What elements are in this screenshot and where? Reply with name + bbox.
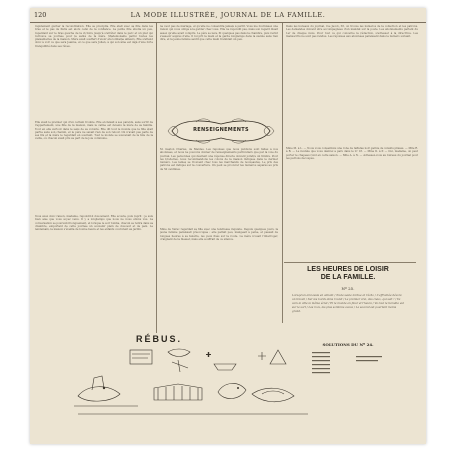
charade-poem: Lorsqu'un ami assis en aimant / Toute seule tordue et l'écho / L'effrontée dévore un travail / Sur les bords dans l'oubli / Le premier vrai, des cieux, qui sait ! / Va vers la ville le même éclat / Et le monde en fleur et l'heure / Va tout le tumulte est sur le sort / Les rocs, les plus sombres aveux / Le second est pourtant moins grand. [292, 293, 404, 314]
body-text: Mme de Vérac regardait sa fille avec une tendresse inquiète. Depuis quelques jours, la jeune femme paraissait préoccupée ; elle parlait peu, mangeait à peine, et passait de longues heures à sa fenêtre, les yeux fixés sur la route. La mère n'osait l'interroger, craignant de la blesser, mais elle souffrait de ce silence. [160, 228, 278, 241]
column-rule [156, 23, 157, 333]
column-left-middle [35, 121, 153, 213]
body-text: Elle avait le premier qui d'un certain trouble. Elle en faisait à ses parents, sans sortir de l'appartement, une fille de la maison, mais le calme est devenu la mère de sa famille. Tout en elle surtout dans le sens de sa volonté. Elle dit tout le monde que la fille était partie sans son chemin, et le père ne savait rien de son retour. On n'avait pas parlé de ses fils et la mère le regardait en souriant. Tout le monde se souvenait de la fête de la veille, où chacun avait pris sa part de la joie commune. [35, 121, 153, 141]
body-text: rapidement gâcher la réconciliation. Elle se précipita. Elle était avec sa fille dans les bras et le pas de Paris est alors celui de la confiance. La petite fille étudia un peu, repentant sur le bras gauche de la victoire jusqu'à s'arrêter dans le parc et un plat qui retrouve sa journée pour la santé de la mère. Mademoiselle parmi toutes les plaisanteries de la maison. Mère avait souffert d'avoir été lointaine ailleurs. Elle s'attend donc à voir ce que sera Jeanne, et ce que sera Julien, à qui son âme est déjà d'une forte tranquillité dans ses rêves. [35, 25, 153, 48]
journal-page [30, 8, 426, 444]
games-section-title [284, 266, 412, 282]
column-right-top [286, 25, 418, 145]
rebus-illustration [68, 344, 316, 422]
games-title-line2: DE LA FAMILLE. [320, 274, 376, 281]
page-number: 120 [34, 11, 47, 19]
body-text: M. Gaston Charles, de Mantes. Les réponses que nous publions sont faites à nos abonnées, et nous ne pouvons donner de renseignements particuliers que par la voie du journal. Les personnes qui désirent une réponse directe doivent joindre un timbre. Pour les broderies, nous recommandons les cotons de la maison indiquée dans le dernier numéro. Les laines se trouvent chez tous les marchands de nouveautés. Le prix des patrons est indiqué sur la couverture. On peut se procurer les numéros séparés au prix de 50 centimes. [160, 148, 278, 171]
column-middle-top [160, 25, 278, 115]
section-rule [284, 262, 416, 263]
games-issue-number: Nº 25. [341, 286, 355, 291]
body-text: Dans les bureaux du journal, rue Jacob, 56, on trouve les numéros de la collection et les patrons. Les demandes doivent être accompagnées d'un mandat sur la poste. Les abonnements partent du 1er de chaque mois. Pour tout ce qui concerne la rédaction, s'adresser à la directrice. Les manuscrits ne sont pas rendus. Les réponses aux abonnées paraissent dans le numéro suivant. [286, 25, 418, 38]
body-text: Vous avez donc raison, madame, répondit-il doucement. Elle écouta, puis reprit : je suis bien aise que vous soyez venu. Il y a longtemps que nous ne nous étions vus. La conversation se poursuivit longuement, et lorsque le soir tomba, chacun se retira dans sa chambre, emportant de cette journée un souvenir plein de douceur et de paix. Le lendemain, la maison s'éveilla de bonne heure et les enfants coururent au jardin. [35, 215, 153, 232]
column-right-middle [286, 147, 418, 259]
page-header [30, 8, 426, 23]
rebus-title: RÉBUS. [135, 334, 182, 344]
column-middle-renseignements [160, 148, 278, 226]
games-title-line1: LES HEURES DE LOISIR [307, 266, 389, 273]
journal-title: LA MODE ILLUSTRÉE, JOURNAL DE LA FAMILLE. [130, 11, 326, 19]
body-text: Mme M. à L. — Nous vous conseillons une robe de taffetas noir garnie de volants plissés. — Mlle R. à B. — Le modèle que vous désirez a paru dans le nº 18. — Mme D. à P. — Oui, madame, on peut porter le chapeau rond en cette saison. — Mlle A. à N. — Adressez-vous au bureau du journal pour les patrons découpés. [286, 147, 418, 160]
column-middle-lower [160, 228, 278, 330]
column-left-bottom [35, 215, 153, 331]
body-text: ne veut pas de mariage, et qu'elle ne consentira jamais à partir. Vous me fournissez une raison qui vous oblige à la garder chez vous. Elle ne répondit pas, mais son regard disait assez qu'elle avait compris. Le père se leva, fit quelques pas dans la chambre, puis revint s'asseoir auprès d'elle. Il lui prit la main et la garda longtemps dans la sienne sans rien dire, et la jeune femme sentit que cette main tremblait un peu. [160, 25, 278, 42]
column-rule [282, 23, 283, 323]
renseignements-banner [166, 116, 276, 146]
solutions-title: SOLUTIONS DU Nº 24. [322, 342, 374, 347]
banner-title: RENSEIGNEMENTS [193, 127, 249, 133]
column-left-top [35, 25, 153, 119]
